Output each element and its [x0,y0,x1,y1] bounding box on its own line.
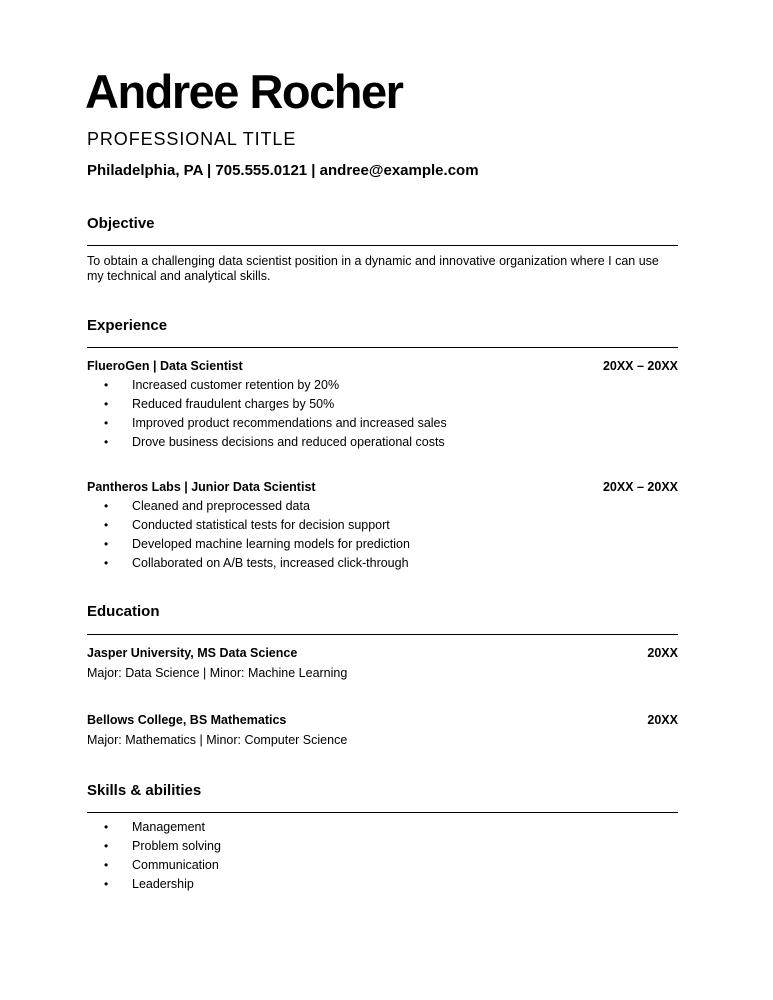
job-dates: 20XX – 20XX [602,480,678,494]
education-row-2 [87,712,678,728]
education-divider [87,634,678,635]
list-item: • Leadership [87,875,678,894]
bullet-icon: • [104,858,109,872]
job-title: FlueroGen | Data Scientist [87,359,243,373]
degree-year: 20XX [647,646,678,660]
contact-line: Philadelphia, PA | 705.555.0121 | andree@example.com [87,162,479,179]
candidate-name: Andree Rocher [85,65,403,118]
objective-divider [87,245,678,246]
job-dates: 20XX – 20XX [602,359,678,373]
professional-title: PROFESSIONAL TITLE [87,129,297,149]
education-row-1 [87,645,678,661]
degree-name: Bellows College, BS Mathematics [87,713,287,727]
bullet-icon: • [104,556,109,570]
degree-detail: Major: Mathematics | Minor: Computer Science [87,733,348,747]
job-title: Pantheros Labs | Junior Data Scientist [87,480,316,494]
list-item: • Management [87,818,678,837]
degree-detail: Major: Data Science | Minor: Machine Learning [87,666,348,680]
list-item: • Improved product recommendations and increased sales [87,414,678,433]
bullet-icon: • [104,397,109,411]
degree-year: 20XX [647,713,678,727]
job-bullets-2 [87,497,678,573]
bullet-icon: • [104,877,109,891]
job-row-1 [87,358,678,374]
list-item: • Increased customer retention by 20% [87,376,678,395]
list-item: • Developed machine learning models for prediction [87,535,678,554]
experience-heading: Experience [87,317,168,334]
degree-name: Jasper University, MS Data Science [87,646,298,660]
list-item: • Reduced fraudulent charges by 50% [87,395,678,414]
experience-divider [87,347,678,348]
list-item: • Problem solving [87,837,678,856]
education-heading: Education [87,603,160,620]
list-item: • Communication [87,856,678,875]
list-item: • Collaborated on A/B tests, increased click-through [87,554,678,573]
list-item: • Conducted statistical tests for decision support [87,516,678,535]
list-item: • Drove business decisions and reduced operational costs [87,433,678,452]
bullet-icon: • [104,499,109,513]
bullet-icon: • [104,518,109,532]
list-item: • Cleaned and preprocessed data [87,497,678,516]
skills-divider [87,812,678,813]
bullet-icon: • [104,820,109,834]
objective-text: To obtain a challenging data scientist position in a dynamic and innovative organization where I can use my technical and analytical skills. [87,254,659,283]
skills-heading: Skills & abilities [87,782,202,799]
skills-list [87,818,678,894]
job-row-2 [87,479,678,495]
bullet-icon: • [104,416,109,430]
job-bullets-1 [87,376,678,452]
bullet-icon: • [104,378,109,392]
bullet-icon: • [104,537,109,551]
bullet-icon: • [104,435,109,449]
bullet-icon: • [104,839,109,853]
objective-heading: Objective [87,215,155,232]
